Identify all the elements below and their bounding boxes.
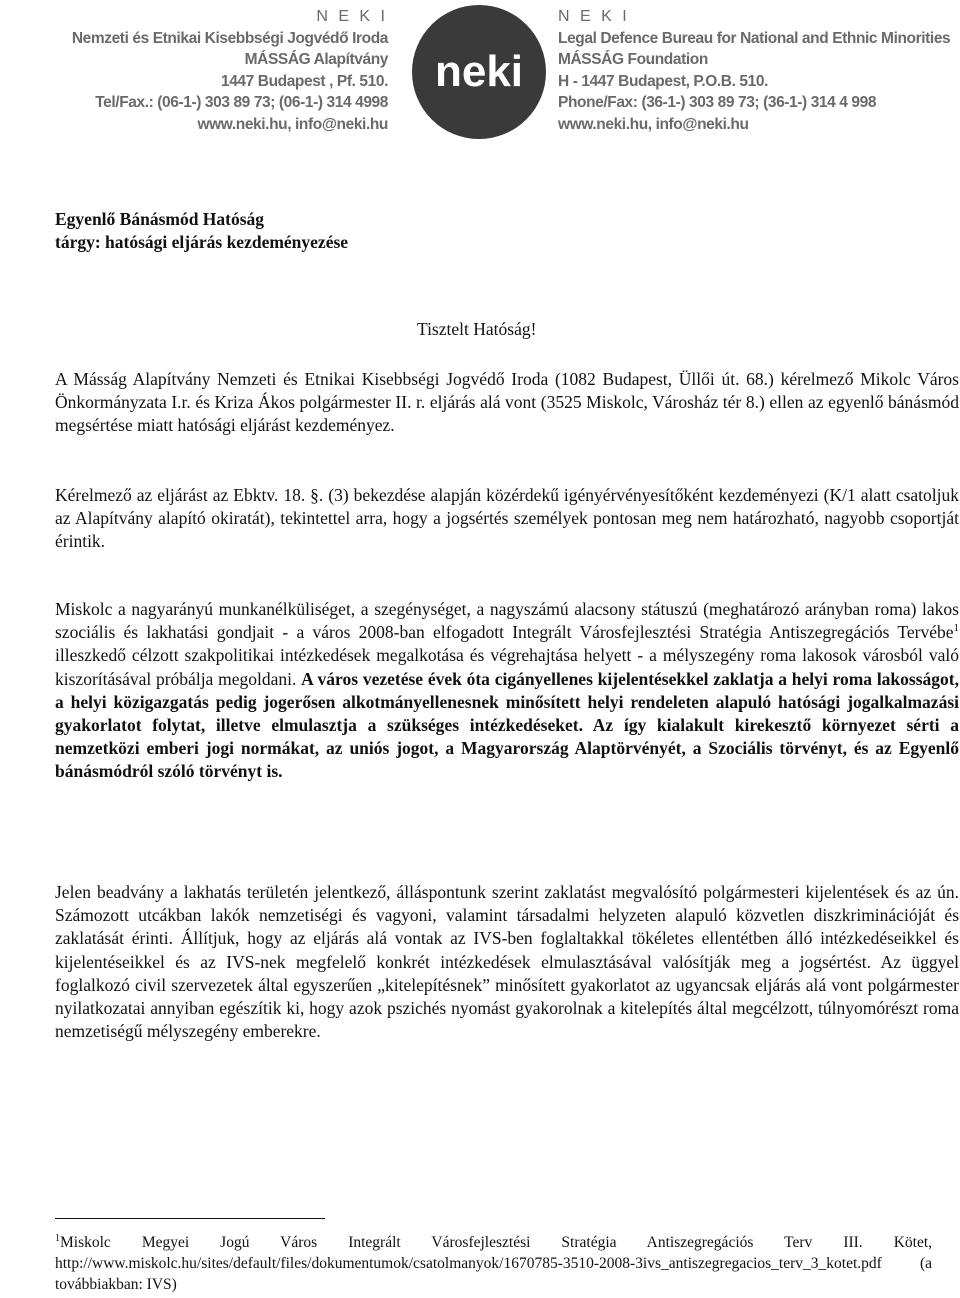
letterhead bbox=[0, 0, 960, 160]
addressee: Egyenlő Bánásmód Hatóság bbox=[55, 209, 265, 229]
postal-address-en: H - 1447 Budapest, P.O.B. 510. bbox=[558, 72, 768, 90]
footnote-divider bbox=[55, 1218, 325, 1219]
salutation: Tisztelt Hatóság! bbox=[417, 319, 537, 339]
org-name-en: Legal Defence Bureau for National and Ethnic Minorities bbox=[558, 29, 951, 47]
logo-text: neki bbox=[434, 47, 524, 96]
paragraph-3-text-a: Miskolc a nagyarányú munkanélküliséget, a szegénységet, a nagyszámú alacsony státuszú (meghatározó arányban roma) lakos szociális és lakhatási gondjait - a város 2008-ban elfogadott Integrált Városfejlesztési Stratégia Antiszegregációs Tervébe bbox=[55, 599, 959, 643]
foundation-name-en: MÁSSÁG Foundation bbox=[558, 51, 708, 68]
subject-line: tárgy: hatósági eljárás kezdeményezése bbox=[55, 232, 349, 253]
org-name: Nemzeti és Etnikai Kisebbségi Jogvédő Iroda bbox=[71, 29, 388, 47]
web-email-en: www.neki.hu, info@neki.hu bbox=[558, 115, 749, 133]
footnote-reference: 1 bbox=[953, 622, 959, 635]
paragraph-4: Jelen beadvány a lakhatás területén jelentkező, álláspontunk szerint zaklatást megvalósító polgármesteri kijelentések és az ún. Számozott utcákban lakók nemzetiségi és vagyoni, valamint társadalmi helyzeten alapuló közvetlen diszkriminációját és zaklatását érinti. Állítjuk, hogy az eljárás alá vontak az IVS-ben foglaltakkal tökéletes ellentétben álló intézkedéseikkel és kijelentéseikkel és az IVS-nek megfelelő konkrét intézkedések elmulasztásával valósítják meg a jogsértést. Az üggyel foglalkozó civil szervezetek által egyszerűen „kitelepítésnek” minősített gyakorlatot az ugyancsak eljárás alá vont polgármester nyilatkozatai annyiban egészítik ki, hogy azok pszichés nyomást gyakorolnak a kitelepítés által megcélzott, túlnyomórészt roma nemzetiségű mélyszegény emberekre. bbox=[55, 882, 959, 1042]
footnote bbox=[55, 1232, 932, 1295]
org-acronym: N E K I bbox=[316, 8, 388, 25]
paragraph-1: A Másság Alapítvány Nemzeti és Etnikai Kisebbségi Jogvédő Iroda (1082 Budapest, Üllői út. 68.) kérelmező Mikolc Város Önkormányzata I.r. és Kriza Ákos polgármester II. r. eljárás alá vont (3525 Miskolc, Városház tér 8.) ellen az egyenlő bánásmód megsértése miatt hatósági eljárást kezdeményez. bbox=[55, 369, 959, 436]
web-email: www.neki.hu, info@neki.hu bbox=[197, 115, 388, 133]
phone-fax-en: Phone/Fax: (36-1-) 303 89 73; (36-1-) 314 4 998 bbox=[558, 94, 877, 111]
letter-body bbox=[55, 208, 959, 1042]
addressee-block bbox=[55, 208, 959, 254]
foundation-name: MÁSSÁG Alapítvány bbox=[244, 51, 388, 68]
postal-address: 1447 Budapest , Pf. 510. bbox=[220, 72, 388, 90]
paragraph-3-text-b: illeszkedő célzott szakpolitikai intézkedések megalkotása és végrehajtása helyett - a mélyszegény roma lakosok városból való kiszorításával próbálja megoldani. bbox=[55, 645, 959, 689]
phone-fax: Tel/Fax.: (06-1-) 303 89 73; (06-1-) 314 4998 bbox=[95, 94, 388, 111]
neki-logo bbox=[411, 4, 547, 140]
letterhead-english bbox=[558, 6, 950, 135]
footnote-marker: 1 bbox=[55, 1232, 60, 1244]
footnote-text: Miskolc Megyei Jogú Város Integrált Városfejlesztési Stratégia Antiszegregációs Terv III. Kötet, http://www.miskolc.hu/sites/default/files/dokumentumok/csatolmanyok/1670785-3510-2008-3ivs_antiszegregacios_terv_3_kotet.pdf (a továbbiakban: IVS) bbox=[55, 1234, 932, 1293]
org-acronym-en: N E K I bbox=[558, 8, 630, 25]
paragraph-2: Kérelmező az eljárást az Ebktv. 18. §. (3) bekezdése alapján közérdekű igényérvényesítőként kezdeményezi (K/1 alatt csatoljuk az Alapítvány alapító okiratát), tekintettel arra, hogy a jogsértés személyek pontosan meg nem határozható, nagyobb csoportját érintik. bbox=[55, 485, 959, 552]
paragraph-3-bold-text: A város vezetése évek óta cigányellenes kijelentésekkel zaklatja a helyi roma lakosságot, a helyi közigazgatás pedig jogerősen alkotmányellenesnek minősített helyi rendeleten alapuló hatósági jogalkalmazási gyakorlatot folytat, illetve elmulasztja a szükséges intézkedéseket. Az így kialakult kirekesztő környezet sérti a nemzetközi emberi jogi normákat, az uniós jogot, a Magyarország Alaptörvényét, a Szociális törvényt, és az Egyenlő bánásmódról szóló törvényt is. bbox=[55, 668, 959, 782]
paragraph-3 bbox=[55, 598, 959, 784]
letterhead-hungarian bbox=[72, 6, 388, 135]
